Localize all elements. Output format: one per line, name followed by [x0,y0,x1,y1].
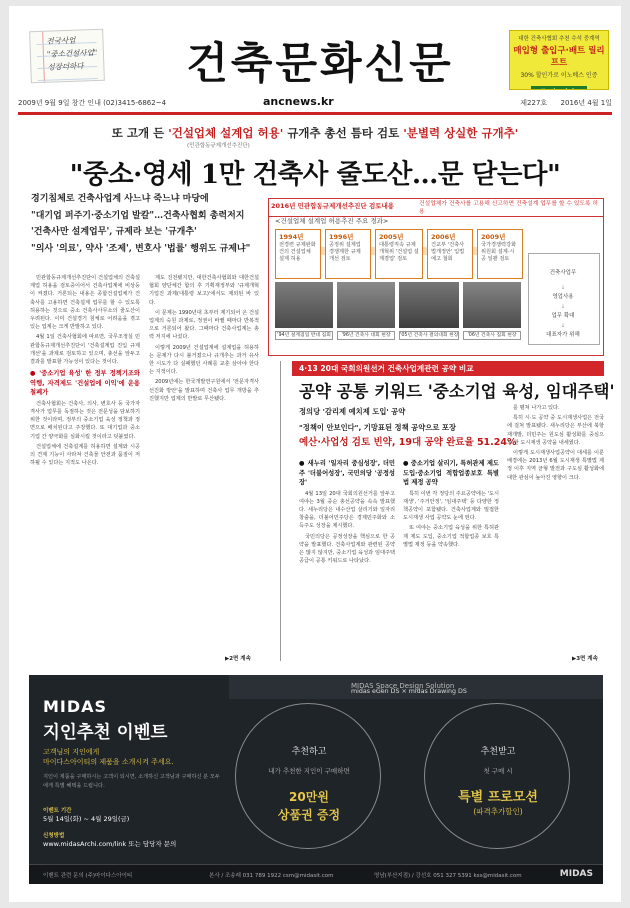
flow-step: 대표자가 위해 [546,332,580,338]
midas-logo: MIDAS [43,697,108,716]
photo-caption: '96년 건축사 대회 현장 [337,331,395,340]
header-ad-line1: 대한 건축사협회 추천 수석 중계역 [518,36,600,42]
flow-step: 건축사업무 [549,270,577,276]
header-ad[interactable] [509,30,609,90]
header-ad-line3: 30% 할인가로 이노베스 인증 [520,72,598,79]
subhead: 경기침체로 건축사업계 사느냐 죽느냐 마당에 [31,194,209,204]
newspaper-title: 건축문화신문 [186,39,454,89]
logo-line-2: "중소건설사업" [46,47,98,59]
ad-event-title: 지인추천 이벤트 [43,723,168,743]
photo-rally-1996[interactable] [337,282,395,328]
article2-subheads: 정의당 '감리제 예치제 도입' 공약 "정책이 안보인다", 기망표된 정책 공약으로 포장 예산·사업성 검토 빈약, 19대 공약 완료율 51.24% [299,407,517,448]
ad-lead-2: 마이다스아이티의 제품을 소개시켜 주세요. [43,758,174,766]
issue-date [520,98,612,108]
header-rule [18,112,612,115]
election-band: 4·13 20대 국회의원선거 건축사업계관련 공약 비교 [292,361,604,376]
subhead: '건축사만 설계업무', 규제라 보는 '규개추' [31,227,197,237]
continue-page-3[interactable]: ▶3면 계속 [572,656,598,662]
continue-page-2[interactable]: ▶2면 계속 [225,656,251,662]
ad-how-label: 신청방법 [43,833,65,839]
photo-caption: '06년 건축사 집회 현장 [463,331,521,340]
logo-line-1: 전국사업 [46,35,76,46]
publish-date: 2016년 4월 1일 [560,99,612,107]
newspaper-page: 전국사업 "중소건설사업" 성장더하다 건축문화신문 대한 건축사협회 추천 수석 중계역 매입형 출입구·배트 릴리프트 30% 할인가로 이노베스 인증 2009년 9월 9일 창간 인내 (02)3415-6862~4 ancnews.kr 제227호 2016년 4월 1일 또 고개 든 '건설업체 설계업 허용' 규개추 총선 틈타 검토 '분별력 상실한 규개추' (민관합동규제개선추진단) "중소·영세 1만 건축사 줄도산…문 닫는다" 경기침체로 건축사업계 사느냐 죽느냐 마당에 "대기업 퍼주기·중소기업 발칼"…건축사협회 총력저지 '건축사만 설계업무', 규제라 보는 '규개추' "의사 '의료', 약사 '조제', 변호사 '법률' 행위도 규제냐" 2016년 민관합동규제개선추진단 검토내용 건설업체가 건축사를 고용해 신고하면 건축설계 업무를 할 수 있도록 허용 <건설업체 설계업 허용추진 주요 경과> 1994년 전경련 규제완화 건의 건설업체 설계 허용 1996년 공정위 설계업 경쟁제한 규제 개선 검토 2005년 대통령직속 규제개혁위 '건설업 설계겸업' 검토 2006년 건교부 '건축사법개정안' 입법예고 철회 2009년 국가경쟁력강화위원회 설계·시공 일괄 검토 '94년 설계겸업 반대 집회 '96년 건축사 대회 현장 '05년 건축사 결의대회 현장 '06년 건축사 집회 현장 건축사업무 ↓ 영업사용 ↓ 업무 확대 ↓ 대표자가 위해 민관합동규제개선추진단이 건설업체의 건축설계업 허용을 검토중이어서 건축사업계에 비상등이 켜졌다. 거론되는 내용은 종합건설업체가 건축사를 고용하면 건축설계 업무를 할 수 있도록 허용하는 것으로 중소 건축사사무소의 줄도산이 우려된다. 이미 건설경기 침체로 어려움을 겪고 있는 업계는 크게 반발하고 있다. 4월 1일 건축사협회에 따르면, 국무조정실 민관합동규제개선추진단이 '건축설계업 진입 규제 개선'을 과제로 검토하고 있으며, 총선을 앞두고 결과를 발표할 가능성이 있다는 것이다. ● '중소기업 육성' 한 정부 정책기조와 역행, 자격제도 '건설업에 이익'에 운용 철폐가 건축사협회는 건축사, 의사, 변호사 등 국가자격사가 업무를 독점하는 것은 전문성을 담보하기 위한 것이라며, 정부의 중소기업 육성 정책과 정면으로 배치된다고 주장했다. 또 대기업과 중소기업 간 양극화를 심화시킬 것이라고 덧붙였다. 건설업체에 건축설계를 허용하면 설계와 시공의 견제 기능이 사라져 건축물 안전과 품질이 저하될 수 있다는 지적도 나온다. 제도 진전됐지만, 대한건축사협회와 대한건설협회 양단체간 합의 후 기획재정부와 '규제개혁 기업진 과제(대통령 보고)'에서도 제외된 바 있다. 이 문제는 1990년대 초부터 제기되어 온 건설업계의 숙원 과제로, 정권이 바뀔 때마다 반복적으로 거론되어 왔다. 그때마다 건축사업계는 총력 저지에 나섰다. 이렇게 2009년 건설업계에 설계업을 허용하는 문제가 다시 불거졌으나 규개추는 과거 유사한 시도가 다 실패했던 사례를 교훈 삼아야 한다는 지적이다. 2009년에는 한국개발연구원에서 '전문자격사 선진화 방안'을 발표하며 건축사 업무 개방을 추진했지만 업계의 반발로 무산됐다. ▶2면 계속 4·13 20대 국회의원선거 건축사업계관련 공약 비교 공약 공통 키워드 '중소기업 육성, 임대주택' 정의당 '감리제 예치제 도입' 공약 "정책이 안보인다", 기망표된 정책 공약으로 포장 예산·사업성 검토 빈약, 19대 공약 완료율 51.24% ● 새누리 '일자리 중심성장', 더민주 '더불어성장', 국민의당 '공정성장' 4월 13일 20대 국회의원선거를 앞두고 여야는 3월 중순 총선공약을 속속 발표했다. 새누리당은 내수산업 살리기와 일자리 창출을, 더불어민주당은 경제민주화와 소득주도 성장을 제시했다. 국민의당은 공정성장을 핵심으로 한 공약을 발표했다. 건축사업계와 관련된 공약은 많지 않지만, 중소기업 육성과 임대주택 공급이 공통 키워드로 나타났다. ● 중소기업 살리기, 특허관제 제도도입·중소기업 적합업종보호 특별법 제정 공약 특히 이번 각 정당의 주요공약에는 '도시재생', '주거안정', '임대주택' 등 다양한 정책공약이 포함됐다. 건축사업계와 밀접한 도시재생 사업 공약도 눈에 띈다. 또 여야는 중소기업 육성을 위한 특허관제 제도 도입, 중소기업 적합업종 보호 특별법 제정 등을 약속했다. 를 펼쳐 나가고 있다. 특히 시·도 공약 중 도시재생사업은 전국에 걸쳐 발표됐다. 새누리당은 부산에 북항재개발, 더민주는 원도심 활성화를 중심으로 한 도시재생 공약을 내세웠다. 이렇게 도시재생사업공약이 대세를 이룬 배경에는 2013년 6월 도시재생 특별법 제정 이후 지역 균형 발전과 구도심 활성화에 대한 관심이 높아진 영향이 크다. ▶3면 계속 MIDAS Space Design Solution midas eGen DS × midas Drawing DS MIDAS 지인추천 이벤트 고객님의 지인에게 마이다스아이티의 제품을 소개시켜 주세요. 지인이 제품을 구매하시는 고객이 되시면, 소개하신 고객님과 구매하신 분 모두에게 특별 혜택을 드립니다. 이벤트 기간 5월 14일(화) ~ 4월 29일(금) 신청방법 www.midasArchi.com/link 또는 담당자 문의 추천하고 내가 추천한 지인이 구매하면 20만원 상품권 증정 추천받고 첫 구매 시 특별 프로모션 (파격추가할인) 이벤트 관련 문의 (주)마이다스아이티 본사 / 조송래 031 789 1922 csm@midasit.com 영남(부산지점) / 강선호 051 327 5391 kss@midasit.com MIDAS [9,6,621,902]
ad-period: 5월 14일(화) ~ 4월 29일(금) [43,815,130,823]
lead-headline[interactable]: "중소·영세 1만 건축사 줄도산…문 닫는다" [69,159,561,190]
article2-col-2: ● 중소기업 살리기, 특허관제 제도도입·중소기업 적합업종보호 특별법 제정 공약 특히 이번 각 정당의 주요공약에는 '도시재생', '주거안정', '임대주택' 등 다양한 정책공약이 포함됐다. 건축사업계와 밀접한 도시재생 사업 공약도 눈에 띈다. 또 여야는 중소기업 육성을 위한 특허관제 제도 도입, 중소기업 적합업종 보호 특별법 제정 등을 약속했다. [403,460,499,548]
ad-footer-mid: 본사 / 조송래 031 789 1922 csm@midasit.com [209,873,334,879]
website-link[interactable]: ancnews.kr [263,95,334,108]
photo-protest-1994[interactable] [275,282,333,328]
lead-article-bold-heading: ● '중소기업 육성' 한 정부 정책기조와 역행, 자격제도 '건설업에 이익'에 운용 철폐가 [30,370,140,397]
photo-rally-2005[interactable] [399,282,459,328]
lead-kicker: 또 고개 든 '건설업체 설계업 허용' 규개추 총선 틈타 검토 '분별력 상실한 규개추' [111,126,519,140]
article2-bold-heading: ● 중소기업 살리기, 특허관제 제도도입·중소기업 적합업종보호 특별법 제정 공약 [403,460,499,486]
column-divider [280,361,281,661]
infobox-desc: 건설업체가 건축사를 고용해 신고하면 건축설계 업무를 할 수 있도록 허용 [419,201,598,215]
ad-footer-left: 이벤트 관련 문의 (주)마이다스아이티 [43,873,133,879]
ad-footer [29,864,603,884]
logo-line-3: 성장더하다 [47,61,84,72]
lead-credit: (민관합동규제개선추진단) [187,143,250,149]
article2-col-3: 를 펼쳐 나가고 있다. 특히 시·도 공약 중 도시재생사업은 전국에 걸쳐 발표됐다. 새누리당은 부산에 북항재개발, 더민주는 원도심 활성화를 중심으로 한 도시재생 공약을 내세웠다. 이렇게 도시재생사업공약이 대세를 이룬 배경에는 2013년 6월 도시재생 특별법 제정 이후 지역 균형 발전과 구도심 활성화에 대한 관심이 높아진 영향이 크다. [507,405,604,481]
ad-circle-recommend: 추천하고 내가 추천한 지인이 구매하면 20만원 상품권 증정 [235,703,381,849]
ad-products: midas eGen DS × midas Drawing DS [351,688,467,695]
issue-number: 제227호 [520,99,548,107]
ad-footer-logo: MIDAS [559,869,593,879]
article2-col-1: ● 새누리 '일자리 중심성장', 더민주 '더불어성장', 국민의당 '공정성장' 4월 13일 20대 국회의원선거를 앞두고 여야는 3월 중순 총선공약을 속속 발표했다. 새누리당은 내수산업 살리기와 일자리 창출을, 더불어민주당은 경제민주화와 소득주도 성장을 제시했다. 국민의당은 공정성장을 핵심으로 한 공약을 발표했다. 건축사업계와 관련된 공약은 많지 않지만, 중소기업 육성과 임대주택 공급이 공통 키워드로 나타났다. [299,460,395,565]
lead-article-col-1: 민관합동규제개선추진단이 건설업체의 건축설계업 허용을 검토중이어서 건축사업계에 비상등이 켜졌다. 거론되는 내용은 종합건설업체가 건축사를 고용하면 건축설계 업무를 할 수 있도록 허용하는 것으로 중소 건축사사무소의 줄도산이 우려된다. 이미 건설경기 침체로 어려움을 겪고 있는 업계는 크게 반발하고 있다. 4월 1일 건축사협회에 따르면, 국무조정실 민관합동규제개선추진단이 '건축설계업 진입 규제 개선'을 과제로 검토하고 있으며, 총선을 앞두고 결과를 발표할 가능성이 있다는 것이다. ● '중소기업 육성' 한 정부 정책기조와 역행, 자격제도 '건설업에 이익'에 운용 철폐가 건축사협회는 건축사, 의사, 변호사 등 국가자격사가 업무를 독점하는 것은 전문성을 담보하기 위한 것이라며, 정부의 중소기업 육성 정책과 정면으로 배치된다고 주장했다. 또 대기업과 중소기업 간 양극화를 심화시킬 것이라고 덧붙였다. 건설업체에 건축설계를 허용하면 설계와 시공의 견제 기능이 사라져 건축물 안전과 품질이 저하될 수 있다는 지적도 나온다. [30,275,140,467]
ad-footer-right: 영남(부산지점) / 강선호 051 327 5391 kss@midasit.com [374,873,522,879]
ad-body: 지인이 제품을 구매하시는 고객이 되시면, 소개하신 고객님과 구매하신 분 모두에게 특별 혜택을 드립니다. [43,774,220,789]
flow-step: 업무 확대 [551,313,575,319]
ad-how-link[interactable]: www.midasArchi.com/link 또는 담당자 문의 [43,840,177,848]
founding-info: 2009년 9월 9일 창간 인내 (02)3415-6862~4 [18,99,167,107]
photo-caption: '05년 건축사 결의대회 현장 [400,333,459,338]
ad-topline: MIDAS Space Design Solution [351,682,455,690]
infobox-title: 2016년 민관합동규제개선추진단 검토내용 [271,202,395,210]
info-bar [18,97,612,109]
logo-notepad [29,29,105,84]
photo-caption: '94년 설계겸업 반대 집회 [275,331,333,340]
infobox-header [268,198,604,217]
subhead: "의사 '의료', 약사 '조제', 변호사 '법률' 행위도 규제냐" [31,243,251,254]
article2-bold-heading: ● 새누리 '일자리 중심성장', 더민주 '더불어성장', 국민의당 '공정성장' [299,460,395,486]
ad-period-label: 이벤트 기간 [43,808,72,814]
subhead: "대기업 퍼주기·중소기업 발칼"…건축사협회 총력저지 [31,210,245,221]
timeline-item: 2006년 건교부 '건축사법개정안' 입법예고 철회 [427,229,473,279]
timeline-item: 2005년 대통령직속 규제개혁위 '건설업 설계겸업' 검토 [375,229,423,279]
timeline-item: 2009년 국가경쟁력강화위원회 설계·시공 일괄 검토 [477,229,523,279]
ad-circle-recommended: 추천받고 첫 구매 시 특별 프로모션 (파격추가할인) [424,703,570,849]
timeline-item: 1996년 공정위 설계업 경쟁제한 규제 개선 검토 [325,229,371,279]
header-ad-line2: 매입형 출입구·배트 릴리프트 [513,46,605,68]
article2-headline[interactable]: 공약 공통 키워드 '중소기업 육성, 임대주택' [299,382,615,401]
timeline-title: <건설업체 설계업 허용추진 주요 경과> [275,217,389,225]
midas-ad[interactable] [29,675,603,884]
ad-lead-1: 고객님의 지인에게 [43,748,100,756]
lead-article-col-2: 제도 진전됐지만, 대한건축사협회와 대한건설협회 양단체간 합의 후 기획재정부와 '규제개혁 기업진 과제(대통령 보고)'에서도 제외된 바 있다. 이 문제는 1990년대 초부터 제기되어 온 건설업계의 숙원 과제로, 정권이 바뀔 때마다 반복적으로 거론되어 왔다. 그때마다 건축사업계는 총력 저지에 나섰다. 이렇게 2009년 건설업계에 설계업을 허용하는 문제가 다시 불거졌으나 규개추는 과거 유사한 시도가 다 실패했던 사례를 교훈 삼아야 한다는 지적이다. 2009년에는 한국개발연구원에서 '전문자격사 선진화 방안'을 발표하며 건축사 업무 개방을 추진했지만 업계의 반발로 무산됐다. [149,275,259,402]
lead-subheads [31,191,281,257]
flow-step: 영업사용 [552,294,574,300]
header-ad-badge [531,86,587,90]
photo-rally-2006[interactable] [463,282,521,328]
timeline-item: 1994년 전경련 규제완화 건의 건설업체 설계 허용 [275,229,321,279]
